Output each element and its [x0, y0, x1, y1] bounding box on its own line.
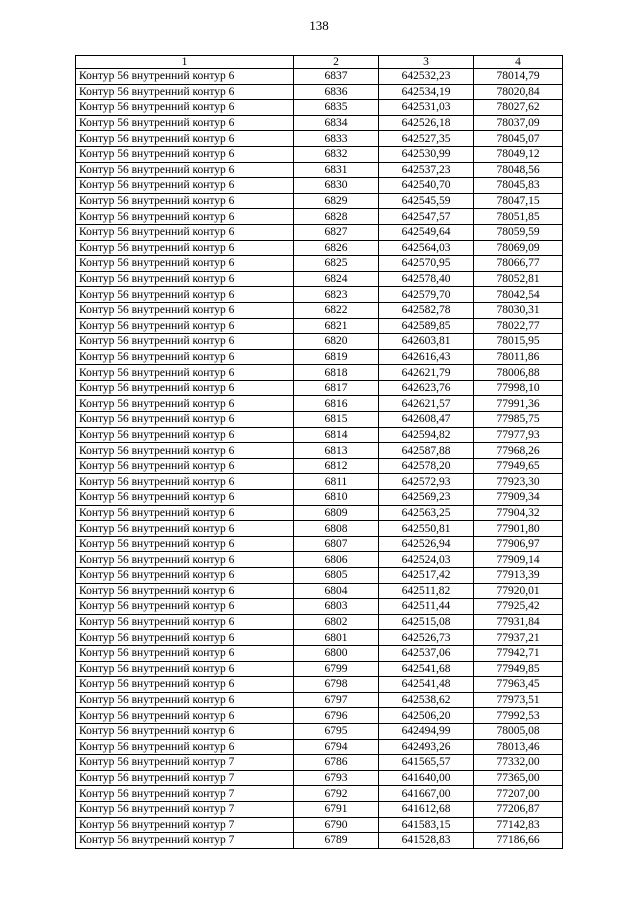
coordinate-x-cell: 642572,93	[379, 474, 474, 490]
coordinate-y-cell: 77991,36	[474, 396, 563, 412]
coordinate-y-cell: 78049,12	[474, 146, 563, 162]
table-row	[76, 723, 563, 739]
table-row	[76, 568, 563, 584]
contour-name-cell: Контур 56 внутренний контур 6	[76, 115, 294, 131]
table-row	[76, 677, 563, 693]
coordinate-y-cell: 77968,26	[474, 443, 563, 459]
coordinate-x-cell: 642530,99	[379, 146, 474, 162]
table-row	[76, 380, 563, 396]
coordinate-x-cell: 642541,48	[379, 677, 474, 693]
table-row	[76, 443, 563, 459]
coordinate-x-cell: 641565,57	[379, 755, 474, 771]
coordinate-x-cell: 642532,23	[379, 69, 474, 85]
point-number-cell: 6796	[294, 708, 379, 724]
point-number-cell: 6837	[294, 69, 379, 85]
point-number-cell: 6832	[294, 146, 379, 162]
coordinate-y-cell: 78011,86	[474, 349, 563, 365]
coordinate-y-cell: 78045,83	[474, 178, 563, 194]
contour-name-cell: Контур 56 внутренний контур 6	[76, 427, 294, 443]
contour-name-cell: Контур 56 внутренний контур 6	[76, 614, 294, 630]
table-row	[76, 599, 563, 615]
coordinate-x-cell: 642538,62	[379, 692, 474, 708]
table-row	[76, 739, 563, 755]
contour-name-cell: Контур 56 внутренний контур 6	[76, 552, 294, 568]
table-row	[76, 162, 563, 178]
table-row	[76, 521, 563, 537]
contour-name-cell: Контур 56 внутренний контур 7	[76, 755, 294, 771]
coordinate-y-cell: 77925,42	[474, 599, 563, 615]
column-header-2: 2	[294, 56, 379, 69]
point-number-cell: 6786	[294, 755, 379, 771]
coordinate-x-cell: 642570,95	[379, 256, 474, 272]
coordinate-y-cell: 77186,66	[474, 833, 563, 849]
coordinate-x-cell: 642526,73	[379, 630, 474, 646]
point-number-cell: 6806	[294, 552, 379, 568]
table-row	[76, 708, 563, 724]
table-row	[76, 614, 563, 630]
point-number-cell: 6812	[294, 458, 379, 474]
contour-name-cell: Контур 56 внутренний контур 6	[76, 630, 294, 646]
coordinate-x-cell: 642526,94	[379, 536, 474, 552]
coordinate-x-cell: 642549,64	[379, 224, 474, 240]
table-row	[76, 349, 563, 365]
table-row	[76, 458, 563, 474]
point-number-cell: 6810	[294, 490, 379, 506]
coordinate-y-cell: 77206,87	[474, 801, 563, 817]
coordinate-y-cell: 78052,81	[474, 271, 563, 287]
coordinate-x-cell: 642517,42	[379, 568, 474, 584]
coordinate-x-cell: 642511,44	[379, 599, 474, 615]
table-row	[76, 552, 563, 568]
contour-name-cell: Контур 56 внутренний контур 6	[76, 443, 294, 459]
contour-name-cell: Контур 56 внутренний контур 6	[76, 318, 294, 334]
table-row	[76, 318, 563, 334]
coordinate-y-cell: 77906,97	[474, 536, 563, 552]
coordinate-x-cell: 641667,00	[379, 786, 474, 802]
contour-name-cell: Контур 56 внутренний контур 7	[76, 770, 294, 786]
coordinate-x-cell: 642506,20	[379, 708, 474, 724]
coordinate-y-cell: 78047,15	[474, 193, 563, 209]
coordinate-y-cell: 78066,77	[474, 256, 563, 272]
coordinate-y-cell: 77973,51	[474, 692, 563, 708]
point-number-cell: 6808	[294, 521, 379, 537]
point-number-cell: 6798	[294, 677, 379, 693]
contour-name-cell: Контур 56 внутренний контур 6	[76, 69, 294, 85]
point-number-cell: 6818	[294, 365, 379, 381]
point-number-cell: 6815	[294, 412, 379, 428]
contour-name-cell: Контур 56 внутренний контур 6	[76, 84, 294, 100]
page-number: 138	[309, 18, 329, 33]
coordinate-x-cell: 642563,25	[379, 505, 474, 521]
contour-name-cell: Контур 56 внутренний контур 6	[76, 723, 294, 739]
contour-name-cell: Контур 56 внутренний контур 6	[76, 458, 294, 474]
contour-name-cell: Контур 56 внутренний контур 6	[76, 396, 294, 412]
coordinate-x-cell: 642524,03	[379, 552, 474, 568]
point-number-cell: 6835	[294, 100, 379, 116]
coordinate-x-cell: 642564,03	[379, 240, 474, 256]
contour-name-cell: Контур 56 внутренний контур 6	[76, 677, 294, 693]
contour-name-cell: Контур 56 внутренний контур 6	[76, 287, 294, 303]
point-number-cell: 6820	[294, 334, 379, 350]
coordinate-y-cell: 78030,31	[474, 302, 563, 318]
table-row	[76, 474, 563, 490]
table-row	[76, 833, 563, 849]
coordinate-x-cell: 641640,00	[379, 770, 474, 786]
table-row	[76, 536, 563, 552]
coordinate-x-cell: 642579,70	[379, 287, 474, 303]
table-row	[76, 224, 563, 240]
coordinate-x-cell: 642603,81	[379, 334, 474, 350]
coordinate-y-cell: 78045,07	[474, 131, 563, 147]
contour-name-cell: Контур 56 внутренний контур 7	[76, 801, 294, 817]
contour-name-cell: Контур 56 внутренний контур 6	[76, 162, 294, 178]
contour-name-cell: Контур 56 внутренний контур 6	[76, 193, 294, 209]
table-row	[76, 786, 563, 802]
contour-name-cell: Контур 56 внутренний контур 7	[76, 786, 294, 802]
coordinate-y-cell: 78005,08	[474, 723, 563, 739]
coordinate-x-cell: 642616,43	[379, 349, 474, 365]
coordinate-x-cell: 642540,70	[379, 178, 474, 194]
coordinate-y-cell: 77142,83	[474, 817, 563, 833]
point-number-cell: 6813	[294, 443, 379, 459]
coordinate-y-cell: 77909,14	[474, 552, 563, 568]
coordinate-x-cell: 642621,79	[379, 365, 474, 381]
coordinate-y-cell: 77923,30	[474, 474, 563, 490]
table-row	[76, 256, 563, 272]
table-row	[76, 396, 563, 412]
coordinate-x-cell: 642537,23	[379, 162, 474, 178]
coordinate-x-cell: 642608,47	[379, 412, 474, 428]
coordinate-y-cell: 77963,45	[474, 677, 563, 693]
coordinate-y-cell: 77207,00	[474, 786, 563, 802]
coordinate-y-cell: 77985,75	[474, 412, 563, 428]
point-number-cell: 6817	[294, 380, 379, 396]
point-number-cell: 6830	[294, 178, 379, 194]
contour-name-cell: Контур 56 внутренний контур 6	[76, 661, 294, 677]
table-row	[76, 412, 563, 428]
point-number-cell: 6826	[294, 240, 379, 256]
point-number-cell: 6831	[294, 162, 379, 178]
coordinate-x-cell: 642589,85	[379, 318, 474, 334]
table-row	[76, 645, 563, 661]
coordinate-x-cell: 642569,23	[379, 490, 474, 506]
coordinate-y-cell: 77365,00	[474, 770, 563, 786]
table-row	[76, 583, 563, 599]
coordinate-x-cell: 642587,88	[379, 443, 474, 459]
contour-name-cell: Контур 56 внутренний контур 6	[76, 349, 294, 365]
contour-name-cell: Контур 56 внутренний контур 6	[76, 271, 294, 287]
table-row	[76, 193, 563, 209]
coordinates-table	[75, 55, 563, 849]
contour-name-cell: Контур 56 внутренний контур 6	[76, 692, 294, 708]
table-row	[76, 755, 563, 771]
point-number-cell: 6824	[294, 271, 379, 287]
table-row	[76, 240, 563, 256]
coordinate-x-cell: 641583,15	[379, 817, 474, 833]
coordinate-y-cell: 77931,84	[474, 614, 563, 630]
table-row	[76, 146, 563, 162]
coordinate-y-cell: 78013,46	[474, 739, 563, 755]
coordinate-x-cell: 642578,20	[379, 458, 474, 474]
table-row	[76, 100, 563, 116]
table-row	[76, 178, 563, 194]
contour-name-cell: Контур 56 внутренний контур 6	[76, 209, 294, 225]
contour-name-cell: Контур 56 внутренний контур 6	[76, 568, 294, 584]
point-number-cell: 6789	[294, 833, 379, 849]
coordinate-x-cell: 642534,19	[379, 84, 474, 100]
table-row	[76, 84, 563, 100]
table-row	[76, 801, 563, 817]
point-number-cell: 6800	[294, 645, 379, 661]
contour-name-cell: Контур 56 внутренний контур 6	[76, 302, 294, 318]
contour-name-cell: Контур 56 внутренний контур 6	[76, 224, 294, 240]
coordinate-y-cell: 77998,10	[474, 380, 563, 396]
coordinate-x-cell: 642493,26	[379, 739, 474, 755]
coordinate-x-cell: 641612,68	[379, 801, 474, 817]
contour-name-cell: Контур 56 внутренний контур 6	[76, 739, 294, 755]
point-number-cell: 6836	[294, 84, 379, 100]
contour-name-cell: Контур 56 внутренний контур 6	[76, 334, 294, 350]
coordinate-y-cell: 77901,80	[474, 521, 563, 537]
coordinate-x-cell: 642494,99	[379, 723, 474, 739]
coordinate-x-cell: 642623,76	[379, 380, 474, 396]
point-number-cell: 6819	[294, 349, 379, 365]
coordinate-x-cell: 642531,03	[379, 100, 474, 116]
coordinate-y-cell: 78027,62	[474, 100, 563, 116]
point-number-cell: 6811	[294, 474, 379, 490]
coordinate-y-cell: 77332,00	[474, 755, 563, 771]
coordinate-y-cell: 78042,54	[474, 287, 563, 303]
contour-name-cell: Контур 56 внутренний контур 6	[76, 599, 294, 615]
coordinate-y-cell: 77913,39	[474, 568, 563, 584]
contour-name-cell: Контур 56 внутренний контур 6	[76, 178, 294, 194]
point-number-cell: 6804	[294, 583, 379, 599]
table-row	[76, 365, 563, 381]
table-row	[76, 115, 563, 131]
coordinate-y-cell: 78015,95	[474, 334, 563, 350]
table-row	[76, 131, 563, 147]
coordinate-y-cell: 77909,34	[474, 490, 563, 506]
contour-name-cell: Контур 56 внутренний контур 6	[76, 583, 294, 599]
point-number-cell: 6827	[294, 224, 379, 240]
point-number-cell: 6821	[294, 318, 379, 334]
point-number-cell: 6797	[294, 692, 379, 708]
table-row	[76, 490, 563, 506]
table-row	[76, 505, 563, 521]
coordinate-x-cell: 642537,06	[379, 645, 474, 661]
coordinate-x-cell: 642582,78	[379, 302, 474, 318]
coordinate-y-cell: 78048,56	[474, 162, 563, 178]
table-row	[76, 334, 563, 350]
table-row	[76, 770, 563, 786]
contour-name-cell: Контур 56 внутренний контур 6	[76, 100, 294, 116]
table-header-row	[76, 56, 563, 69]
point-number-cell: 6834	[294, 115, 379, 131]
coordinate-y-cell: 77992,53	[474, 708, 563, 724]
table-row	[76, 661, 563, 677]
contour-name-cell: Контур 56 внутренний контур 7	[76, 817, 294, 833]
coordinate-y-cell: 78051,85	[474, 209, 563, 225]
point-number-cell: 6802	[294, 614, 379, 630]
contour-name-cell: Контур 56 внутренний контур 6	[76, 380, 294, 396]
point-number-cell: 6829	[294, 193, 379, 209]
table-row	[76, 692, 563, 708]
point-number-cell: 6799	[294, 661, 379, 677]
contour-name-cell: Контур 56 внутренний контур 6	[76, 131, 294, 147]
point-number-cell: 6805	[294, 568, 379, 584]
point-number-cell: 6823	[294, 287, 379, 303]
contour-name-cell: Контур 56 внутренний контур 6	[76, 536, 294, 552]
coordinate-y-cell: 78037,09	[474, 115, 563, 131]
coordinate-y-cell: 77937,21	[474, 630, 563, 646]
table-row	[76, 209, 563, 225]
table-row	[76, 302, 563, 318]
point-number-cell: 6814	[294, 427, 379, 443]
contour-name-cell: Контур 56 внутренний контур 6	[76, 645, 294, 661]
coordinate-x-cell: 642550,81	[379, 521, 474, 537]
table-row	[76, 69, 563, 85]
coordinate-y-cell: 77920,01	[474, 583, 563, 599]
point-number-cell: 6816	[294, 396, 379, 412]
coordinate-x-cell: 642527,35	[379, 131, 474, 147]
coordinate-x-cell: 641528,83	[379, 833, 474, 849]
column-header-1: 1	[76, 56, 294, 69]
contour-name-cell: Контур 56 внутренний контур 6	[76, 708, 294, 724]
contour-name-cell: Контур 56 внутренний контур 6	[76, 505, 294, 521]
table-row	[76, 271, 563, 287]
point-number-cell: 6801	[294, 630, 379, 646]
coordinate-x-cell: 642547,57	[379, 209, 474, 225]
point-number-cell: 6828	[294, 209, 379, 225]
coordinate-y-cell: 77949,85	[474, 661, 563, 677]
coordinate-x-cell: 642578,40	[379, 271, 474, 287]
table-body	[76, 69, 563, 849]
point-number-cell: 6803	[294, 599, 379, 615]
point-number-cell: 6791	[294, 801, 379, 817]
coordinate-y-cell: 78059,59	[474, 224, 563, 240]
contour-name-cell: Контур 56 внутренний контур 7	[76, 833, 294, 849]
table-row	[76, 630, 563, 646]
coordinate-x-cell: 642515,08	[379, 614, 474, 630]
column-header-3: 3	[379, 56, 474, 69]
coordinate-x-cell: 642545,59	[379, 193, 474, 209]
coordinate-x-cell: 642621,57	[379, 396, 474, 412]
contour-name-cell: Контур 56 внутренний контур 6	[76, 474, 294, 490]
contour-name-cell: Контур 56 внутренний контур 6	[76, 240, 294, 256]
coordinate-y-cell: 77904,32	[474, 505, 563, 521]
coordinate-y-cell: 78020,84	[474, 84, 563, 100]
coordinate-y-cell: 77977,93	[474, 427, 563, 443]
point-number-cell: 6793	[294, 770, 379, 786]
contour-name-cell: Контур 56 внутренний контур 6	[76, 146, 294, 162]
point-number-cell: 6833	[294, 131, 379, 147]
contour-name-cell: Контур 56 внутренний контур 6	[76, 521, 294, 537]
point-number-cell: 6807	[294, 536, 379, 552]
coordinate-y-cell: 78022,77	[474, 318, 563, 334]
contour-name-cell: Контур 56 внутренний контур 6	[76, 490, 294, 506]
point-number-cell: 6792	[294, 786, 379, 802]
coordinate-y-cell: 78006,88	[474, 365, 563, 381]
point-number-cell: 6809	[294, 505, 379, 521]
coordinate-y-cell: 78069,09	[474, 240, 563, 256]
contour-name-cell: Контур 56 внутренний контур 6	[76, 365, 294, 381]
table-row	[76, 427, 563, 443]
coordinate-x-cell: 642511,82	[379, 583, 474, 599]
point-number-cell: 6790	[294, 817, 379, 833]
coordinate-x-cell: 642594,82	[379, 427, 474, 443]
table-row	[76, 287, 563, 303]
point-number-cell: 6794	[294, 739, 379, 755]
point-number-cell: 6825	[294, 256, 379, 272]
coordinate-y-cell: 77949,65	[474, 458, 563, 474]
contour-name-cell: Контур 56 внутренний контур 6	[76, 256, 294, 272]
coordinate-y-cell: 78014,79	[474, 69, 563, 85]
contour-name-cell: Контур 56 внутренний контур 6	[76, 412, 294, 428]
point-number-cell: 6822	[294, 302, 379, 318]
coordinate-y-cell: 77942,71	[474, 645, 563, 661]
column-header-4: 4	[474, 56, 563, 69]
table-row	[76, 817, 563, 833]
point-number-cell: 6795	[294, 723, 379, 739]
coordinate-x-cell: 642541,68	[379, 661, 474, 677]
coordinate-x-cell: 642526,18	[379, 115, 474, 131]
